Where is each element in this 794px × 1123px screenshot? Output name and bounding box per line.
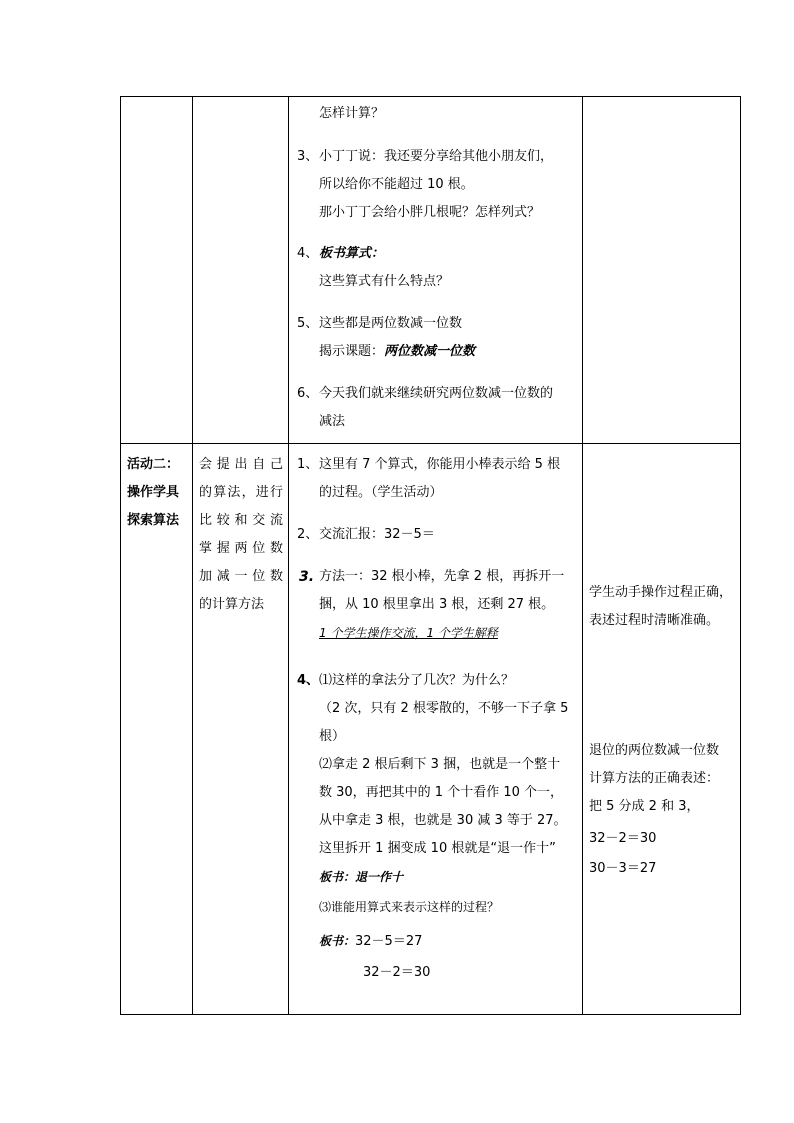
text-line: 那小丁丁会给小胖几根呢？怎样列式？ [319, 205, 541, 220]
text-line: 减法 [319, 414, 346, 429]
item-number: 3、 [297, 149, 319, 164]
goal-line: 会提出自己 [199, 457, 283, 472]
text-line: ⑴这样的拿法分了几次？为什么？ [319, 673, 515, 688]
text-line: 今天我们就来继续研究两位数减一位数的 [319, 386, 554, 401]
activity-line: 活动二： [127, 457, 180, 472]
table-row [121, 97, 741, 444]
goal-line: 加减一位数 [199, 569, 283, 584]
lesson-plan-table [120, 96, 741, 1015]
board-label: 板书算式： [319, 246, 385, 261]
text-line: 所以给你不能超过 10 根。 [319, 177, 474, 192]
text-line: 根） [319, 729, 346, 744]
evaluation-line: 学生动手操作过程正确， [589, 585, 733, 600]
board-line [319, 932, 422, 951]
text-line: 的过程。（学生活动） [319, 485, 443, 500]
note-line: 1 个学生操作交流，1 个学生解释 [319, 626, 498, 640]
goal-cell-empty [193, 97, 289, 444]
text-line: ⑵拿走 2 根后剩下 3 捆，也就是一个整十 [319, 757, 561, 772]
text-line: 这里有 7 个算式，你能用小棒表示给 5 根 [319, 457, 561, 472]
text-line: 这里拆开 1 捆变成 10 根就是“退一作十” [319, 841, 556, 856]
topic-prefix: 揭示课题： [319, 344, 385, 359]
evaluation-line: 计算方法的正确表述： [589, 771, 720, 786]
text-line: 这些算式有什么特点？ [319, 274, 450, 289]
activity-cell-empty [121, 97, 193, 444]
text-line: 从中拿走 3 根，也就是 30 减 3 等于 27。 [319, 813, 567, 828]
text-line: 怎样计算？ [319, 106, 385, 121]
activity-cell [121, 444, 193, 1015]
topic-title: 两位数减一位数 [384, 344, 476, 359]
activity-line: 操作学具 [127, 485, 180, 500]
evaluation-line: 32－2＝30 [589, 831, 657, 846]
item-number: 4、 [297, 246, 319, 261]
equation: 32－2＝30 [363, 965, 431, 980]
goal-line: 的计算方法 [199, 597, 265, 612]
evaluation-cell-empty [583, 97, 741, 444]
text-line: ⑶谁能用算式来表示这样的过程？ [319, 900, 500, 914]
board-label: 板书： [319, 934, 356, 948]
text-line: （2 次，只有 2 根零散的，不够一下子拿 5 [319, 701, 569, 716]
text-line: 小丁丁说：我还要分享给其他小朋友们， [319, 149, 554, 164]
board-line: 板书：退一作十 [319, 870, 404, 884]
text-line: 数 30，再把其中的 1 个十看作 10 个一， [319, 785, 564, 800]
goal-cell [193, 444, 289, 1015]
item-number: 5、 [297, 316, 319, 331]
equation: 32－5＝27 [355, 934, 423, 949]
evaluation-cell [583, 444, 741, 1015]
item-number: 3. [299, 569, 315, 585]
process-cell [289, 444, 583, 1015]
text-line: 方法一：32 根小棒，先拿 2 根，再拆开一 [319, 569, 565, 584]
activity-line: 探索算法 [127, 513, 180, 528]
topic-line [319, 343, 475, 361]
goal-line: 的算法，进行 [199, 485, 283, 500]
goal-line: 掌握两位数 [199, 541, 283, 556]
evaluation-line: 退位的两位数减一位数 [589, 743, 720, 758]
text-line: 这些都是两位数减一位数 [319, 316, 463, 331]
table-row [121, 444, 741, 1015]
text-line: 捆，从 10 根里拿出 3 根，还剩 27 根。 [319, 597, 555, 612]
evaluation-line: 30－3＝27 [589, 861, 657, 876]
item-number: 6、 [297, 386, 319, 401]
goal-line: 比较和交流 [199, 513, 283, 528]
item-number: 1、 [297, 457, 319, 472]
evaluation-line: 表述过程时清晰准确。 [589, 613, 720, 628]
item-number: 2、 [297, 527, 319, 542]
process-cell-top [289, 97, 583, 444]
evaluation-line: 把 5 分成 2 和 3， [589, 799, 700, 814]
text-line: 交流汇报：32－5＝ [319, 527, 435, 542]
item-number: 4、 [297, 673, 320, 688]
